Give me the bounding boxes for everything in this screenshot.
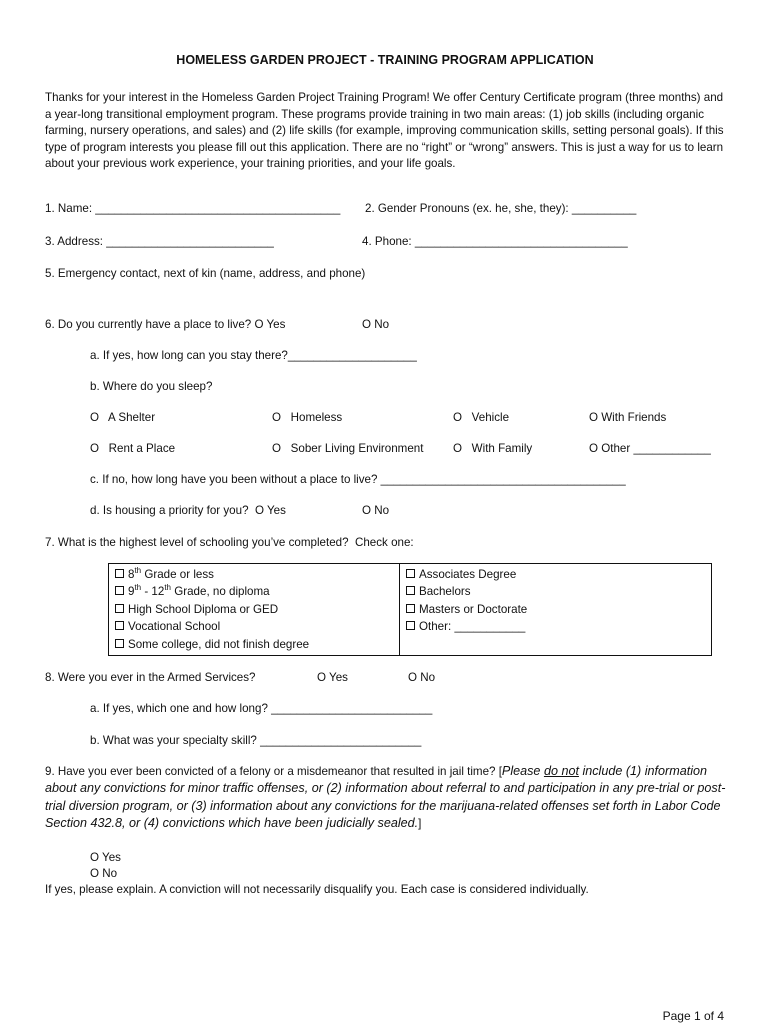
sleep-option-friends[interactable]: O With Friends xyxy=(589,411,667,424)
armed-services-question: 8. Were you ever in the Armed Services? xyxy=(45,671,256,684)
sleep-option-sober-living[interactable]: O Sober Living Environment xyxy=(272,442,424,455)
sleep-option-vehicle[interactable]: O Vehicle xyxy=(453,411,510,424)
schooling-option-associates[interactable]: Associates Degree xyxy=(406,566,705,583)
schooling-question: 7. What is the highest level of schooling you’ve completed? Check one: xyxy=(45,536,414,549)
phone-field[interactable]: 4. Phone: _________________________________ xyxy=(362,235,628,248)
page-number: Page 1 of 4 xyxy=(662,1009,724,1023)
schooling-option-high-school[interactable]: High School Diploma or GED xyxy=(115,601,393,618)
conviction-explain-note: If yes, please explain. A conviction will not necessarily disqualify you. Each case is considered individually. xyxy=(45,883,589,896)
checkbox-icon[interactable] xyxy=(406,586,415,595)
housing-priority-no-option[interactable]: O No xyxy=(362,504,390,517)
sleep-option-homeless[interactable]: O Homeless xyxy=(272,411,343,424)
checkbox-icon[interactable] xyxy=(406,569,415,578)
name-field[interactable]: 1. Name: ______________________________________ xyxy=(45,202,341,215)
schooling-option-9-12-grade[interactable]: 9th - 12th Grade, no diploma xyxy=(115,583,393,600)
checkbox-icon[interactable] xyxy=(115,639,124,648)
conviction-no-option[interactable]: O No xyxy=(90,867,118,880)
sleep-option-rent[interactable]: O Rent a Place xyxy=(90,442,176,455)
schooling-option-vocational[interactable]: Vocational School xyxy=(115,618,393,635)
address-field[interactable]: 3. Address: __________________________ xyxy=(45,235,274,248)
sleep-option-shelter[interactable]: O A Shelter xyxy=(90,411,156,424)
checkbox-icon[interactable] xyxy=(115,569,124,578)
schooling-option-other[interactable]: Other: ___________ xyxy=(406,618,705,635)
gender-pronouns-field[interactable]: 2. Gender Pronouns (ex. he, she, they): __________ xyxy=(365,202,637,215)
without-place-duration-field[interactable]: c. If no, how long have you been without a place to live? ______________________________________ xyxy=(90,473,626,486)
schooling-option-bachelors[interactable]: Bachelors xyxy=(406,583,705,600)
intro-paragraph: Thanks for your interest in the Homeless Garden Project Training Program! We offer Century Certificate program (three months) and a year-long transitional employment program. These programs provide training in two main areas: (1) job skills (including organic farming, nursery operations, and sales) and (2) life skills (for example, improving communication skills, setting personal goals). If this type of program interests you please fill out this application. There are no “right” or “wrong” answers. This is just a way for us to learn about your previous work experience, your training priorities, and your life goals. xyxy=(45,91,724,171)
schooling-option-8th-grade[interactable]: 8th Grade or less xyxy=(115,566,393,583)
checkbox-icon[interactable] xyxy=(406,621,415,630)
sleep-option-other[interactable]: O Other ____________ xyxy=(589,442,711,455)
checkbox-icon[interactable] xyxy=(115,604,124,613)
page-title: HOMELESS GARDEN PROJECT - TRAINING PROGRAM APPLICATION xyxy=(176,53,594,67)
place-to-live-no-option[interactable]: O No xyxy=(362,318,390,331)
schooling-options-right xyxy=(400,564,712,656)
stay-duration-field[interactable]: a. If yes, how long can you stay there?____________________ xyxy=(90,349,417,362)
armed-services-yes-option[interactable]: O Yes xyxy=(317,671,348,684)
place-to-live-question[interactable]: 6. Do you currently have a place to live? O Yes xyxy=(45,318,286,331)
schooling-option-masters[interactable]: Masters or Doctorate xyxy=(406,601,705,618)
housing-priority-question[interactable]: d. Is housing a priority for you? O Yes xyxy=(90,504,286,517)
armed-services-no-option[interactable]: O No xyxy=(408,671,436,684)
sleep-option-family[interactable]: O With Family xyxy=(453,442,533,455)
checkbox-icon[interactable] xyxy=(406,604,415,613)
schooling-option-some-college[interactable]: Some college, did not finish degree xyxy=(115,636,393,653)
schooling-options-table xyxy=(108,563,712,656)
checkbox-icon[interactable] xyxy=(115,621,124,630)
schooling-options-left xyxy=(109,564,400,656)
conviction-question: 9. Have you ever been convicted of a felony or a misdemeanor that resulted in jail time? [Please do not include (1) information about any convictions for minor traffic offenses, or (2) information about referral to and participation in any pre-trial or post-trial diversion program, or (3) information about any convictions for the marijuana-related offenses set forth in Labor Code Section 432.8, or (4) convictions which have been judicially sealed.] xyxy=(45,764,726,831)
armed-services-duration-field[interactable]: a. If yes, which one and how long? _________________________ xyxy=(90,702,433,715)
specialty-skill-field[interactable]: b. What was your specialty skill? _________________________ xyxy=(90,734,422,747)
checkbox-icon[interactable] xyxy=(115,586,124,595)
emergency-contact-question: 5. Emergency contact, next of kin (name, address, and phone) xyxy=(45,267,366,280)
where-sleep-question: b. Where do you sleep? xyxy=(90,380,213,393)
conviction-yes-option[interactable]: O Yes xyxy=(90,851,121,864)
